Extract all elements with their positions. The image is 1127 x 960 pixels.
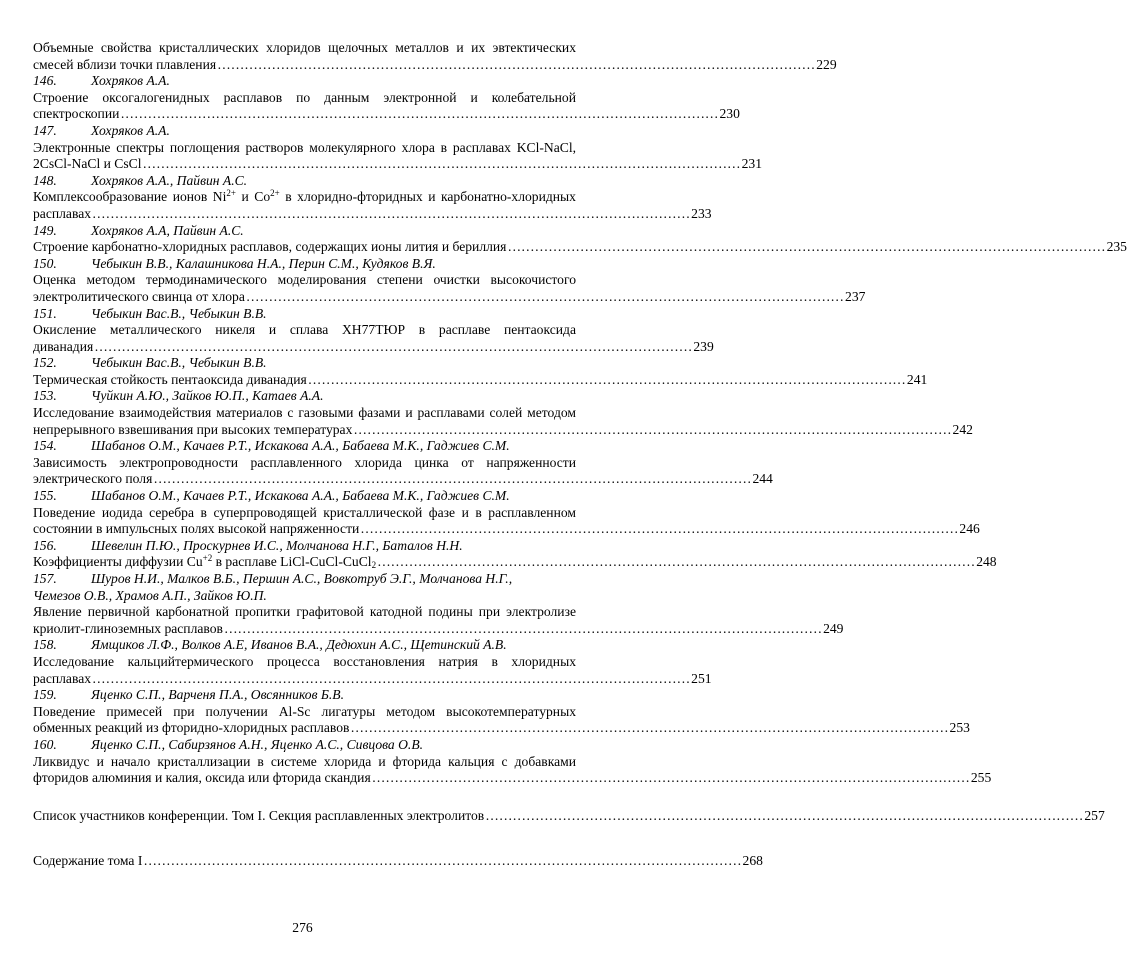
entry-title-end: расплавах <box>33 205 92 221</box>
summary-page: 268 <box>742 853 763 869</box>
entry-title-last-line <box>33 620 844 638</box>
entry-title-end: Термическая стойкость пентаоксида диванадия <box>33 371 307 387</box>
entry-title-last-line <box>33 239 1127 256</box>
entry-title-text: Оценка методом термодинамического моделирования степени очистки высокочистого <box>33 272 576 288</box>
summary-entry <box>33 853 763 870</box>
summary-label: Список участников конференции. Том I. Секция расплавленных электролитов <box>33 807 485 823</box>
entry-number: 156. <box>33 537 57 553</box>
entry-header <box>33 737 576 754</box>
toc-entry <box>33 736 992 787</box>
leader-dots: …………………………………………………………………………………………………………………… <box>350 720 949 736</box>
entry-title-line <box>33 322 576 339</box>
entry-number: 159. <box>33 687 57 703</box>
entry-header <box>33 355 576 372</box>
entry-authors: Шабанов О.М., Качаев Р.Т., Искакова А.А., Бабаева М.К., Гаджиев С.М. <box>91 438 510 454</box>
entry-title-end: обменных реакций из фторидно-хлоридных расплавов <box>33 720 350 736</box>
entry-page: 233 <box>691 205 712 221</box>
entry-title-line <box>33 272 576 289</box>
entry-authors: Чуйкин А.Ю., Зайков Ю.П., Катаев А.А. <box>91 388 324 404</box>
entry-title-line <box>33 40 576 57</box>
entry-page: 231 <box>741 156 763 172</box>
leader-dots: …………………………………………………………………………………………………………………… <box>371 770 970 786</box>
leader-dots: …………………………………………………………………………………………………………………… <box>120 106 719 122</box>
entry-title-text: Строение оксогалогенидных расплавов по данным электронной и колебательной <box>33 89 576 105</box>
entry-title-line <box>33 704 576 721</box>
entry-page: 248 <box>976 554 997 570</box>
entry-authors-cont: Чемезов О.В., Храмов А.П., Зайков Ю.П. <box>33 587 267 603</box>
entry-title-end: расплавах <box>33 670 92 686</box>
entry-authors: Шевелин П.Ю., Проскурнев И.С., Молчанова Н.Г., Баталов Н.Н. <box>91 537 463 553</box>
entry-page: 239 <box>693 338 714 354</box>
entry-title-line <box>33 90 576 107</box>
entry-title-last-line <box>33 156 763 173</box>
entry-title-end: смесей вблизи точки плавления <box>33 56 217 72</box>
leader-dots: …………………………………………………………………………………………………………………… <box>92 670 691 686</box>
summary-line <box>33 853 763 870</box>
entry-page: 251 <box>691 670 712 686</box>
entry-title-last-line <box>33 553 997 571</box>
toc-entry <box>33 488 980 538</box>
entry-page: 229 <box>816 56 837 72</box>
entry-title-text: Исследование взаимодействия материалов с газовыми фазами и расплавами солей методом <box>33 405 576 421</box>
toc-entry <box>33 305 714 356</box>
leader-dots: …………………………………………………………………………………………………………………… <box>92 205 691 221</box>
toc-entry <box>33 537 997 571</box>
toc-entry <box>33 687 970 737</box>
entry-number: 154. <box>33 438 57 454</box>
entry-title-last-line <box>33 521 980 538</box>
entry-authors: Шуров Н.И., Малков В.Б., Першин А.С., Вовкотруб Э.Г., Молчанова Н.Г., <box>91 571 513 586</box>
entry-number: 158. <box>33 637 57 653</box>
entry-page: 244 <box>752 471 773 487</box>
toc-entry <box>33 571 844 637</box>
entry-page: 237 <box>845 288 866 304</box>
entry-title-end: электрического поля <box>33 471 153 487</box>
entry-authors: Хохряков А.А. <box>91 73 170 89</box>
entry-title-text: Поведение примесей при получении Al-Sc лигатуры методом высокотемпературных <box>33 703 576 719</box>
entry-authors: Яценко С.П., Сабирзянов А.Н., Яценко А.С., Сивцова О.В. <box>91 736 424 752</box>
leader-dots: …………………………………………………………………………………………………………………… <box>377 554 976 570</box>
entry-page: 241 <box>906 371 928 387</box>
entry-authors: Чебыкин Вас.В., Чебыкин В.В. <box>91 355 267 371</box>
entry-title-line <box>33 140 576 157</box>
entry-authors: Хохряков А.А., Пайвин А.С. <box>91 172 248 188</box>
entry-title-last-line <box>33 205 712 223</box>
entry-title-last-line <box>33 288 866 306</box>
toc-entry <box>33 40 837 73</box>
toc-entry <box>33 255 866 306</box>
entry-number: 155. <box>33 488 57 504</box>
entry-authors: Чебыкин В.В., Калашникова Н.А., Перин С.М., Кудяков В.Я. <box>91 255 436 271</box>
entry-title-text: Исследование кальцийтермического процесса восстановления натрия в хлоридных <box>33 653 576 669</box>
page-number: 276 <box>292 920 313 935</box>
entry-title-line <box>33 189 576 206</box>
entry-title-line <box>33 654 576 671</box>
entry-title-line <box>33 505 576 522</box>
entry-title-last-line <box>33 371 928 389</box>
entry-header <box>33 687 576 704</box>
entry-number: 160. <box>33 736 57 752</box>
entry-title-text: Электронные спектры поглощения растворов молекулярного хлора в расплавах KCl-NaCl, <box>33 139 576 155</box>
entry-title-end: Строение карбонатно-хлоридных расплавов, содержащих ионы лития и бериллия <box>33 239 507 255</box>
entry-header <box>33 571 576 588</box>
entry-header <box>33 173 576 190</box>
entry-title-last-line <box>33 720 970 737</box>
toc-entry <box>33 73 740 123</box>
entry-header <box>33 637 576 654</box>
entry-title-last-line <box>33 338 714 356</box>
entry-title-line <box>33 405 576 422</box>
entry-header <box>33 256 576 273</box>
toc-entry <box>33 438 773 488</box>
entry-header <box>33 388 576 405</box>
entry-number: 152. <box>33 355 57 371</box>
entry-title-last-line <box>33 56 837 74</box>
entry-title-text: Окисление металлического никеля и сплава ХН77ТЮР в расплаве пентаоксида <box>33 322 576 338</box>
entry-title-last-line <box>33 106 740 123</box>
summary-label: Содержание тома I <box>33 853 143 869</box>
entry-number: 151. <box>33 305 57 321</box>
entry-authors: Яценко С.П., Варченя П.А., Овсянников Б.В. <box>91 687 345 703</box>
leader-dots: …………………………………………………………………………………………………………………… <box>142 156 741 172</box>
entry-title-end: фторидов алюминия и калия, оксида или фторида скандия <box>33 770 371 786</box>
entry-title-last-line <box>33 670 712 688</box>
entry-number: 149. <box>33 222 57 238</box>
leader-dots: …………………………………………………………………………………………………………………… <box>360 521 959 537</box>
toc-entry <box>33 122 763 173</box>
entry-number: 157. <box>33 571 57 586</box>
entry-header <box>33 488 576 505</box>
table-of-contents <box>33 40 1127 870</box>
entry-number: 148. <box>33 172 57 188</box>
entry-title-end: криолит-глиноземных расплавов <box>33 620 223 636</box>
entry-header <box>33 73 576 90</box>
entry-header <box>33 306 576 323</box>
entry-title-line <box>33 754 576 771</box>
leader-dots: …………………………………………………………………………………………………………………… <box>153 471 752 487</box>
entry-title-text: Поведение иодида серебра в суперпроводящей кристаллической фазе и в расплавленном <box>33 504 576 520</box>
summary-page: 257 <box>1084 807 1105 823</box>
toc-entry <box>33 355 928 388</box>
entry-title-text: Зависимость электропроводности расплавленного хлорида цинка от напряженности <box>33 454 576 470</box>
toc-entry <box>33 172 712 223</box>
entry-title-text: Ликвидус и начало кристаллизации в системе хлорида и фторида кальция с добавками <box>33 753 576 769</box>
entry-title-end: спектроскопии <box>33 106 120 122</box>
entry-number: 147. <box>33 122 57 138</box>
entry-title-text: Комплексообразование ионов $Ni^{2+}$ и $Co^{2+}$ в хлоридно-фторидных и карбонатно-хлоридных <box>33 188 576 205</box>
entry-title-line <box>33 604 576 621</box>
entry-page: 242 <box>952 421 973 437</box>
entry-title-end: электролитического свинца от хлора <box>33 288 245 304</box>
entry-title-end: 2CsCl-NaCl и CsCl <box>33 156 142 172</box>
entry-title-end: непрерывного взвешивания при высоких температурах <box>33 421 353 437</box>
leader-dots: …………………………………………………………………………………………………………………… <box>94 338 693 354</box>
entry-page: 235 <box>1106 239 1127 255</box>
entry-authors: Ямщиков Л.Ф., Волков А.Е, Иванов В.А., Дедюхин А.С., Щетинский А.В. <box>91 637 507 653</box>
toc-entry <box>33 388 973 438</box>
entry-title-last-line <box>33 770 992 787</box>
toc-entry <box>33 222 1127 256</box>
entry-authors: Хохряков А.А. <box>91 122 170 138</box>
entry-authors: Хохряков А.А, Пайвин А.С. <box>91 222 244 238</box>
leader-dots: …………………………………………………………………………………………………………………… <box>143 853 742 869</box>
leader-dots: …………………………………………………………………………………………………………………… <box>507 239 1106 255</box>
entry-authors: Шабанов О.М., Качаев Р.Т., Искакова А.А., Бабаева М.К., Гаджиев С.М. <box>91 488 510 504</box>
entry-number: 146. <box>33 73 57 89</box>
summary-entry <box>33 807 1105 825</box>
leader-dots: …………………………………………………………………………………………………………………… <box>223 620 823 636</box>
leader-dots: …………………………………………………………………………………………………………………… <box>485 807 1084 823</box>
toc-entry <box>33 637 712 687</box>
entry-header <box>33 123 576 140</box>
entry-page: 253 <box>949 720 970 736</box>
entry-number: 153. <box>33 388 57 404</box>
entry-header <box>33 223 576 240</box>
leader-dots: …………………………………………………………………………………………………………………… <box>307 371 906 387</box>
entry-header <box>33 438 576 455</box>
entry-page: 249 <box>823 620 844 636</box>
entry-page: 230 <box>719 106 740 122</box>
entry-number: 150. <box>33 255 57 271</box>
entry-title-line <box>33 455 576 472</box>
entry-page: 246 <box>959 521 980 537</box>
entry-title-end: Коэффициенты диффузии $Cu^{+2}$ в расплаве LiCl-CuCl-CuCl$_2$ <box>33 553 377 571</box>
entry-title-last-line <box>33 471 773 488</box>
entry-page: 255 <box>970 770 992 786</box>
entry-title-text: Явление первичной карбонатной пропитки графитовой катодной подины при электролизе <box>33 604 576 620</box>
entry-authors: Чебыкин Вас.В., Чебыкин В.В. <box>91 305 267 321</box>
entry-title-text: Объемные свойства кристаллических хлоридов щелочных металлов и их эвтектических <box>33 40 576 55</box>
leader-dots: …………………………………………………………………………………………………………………… <box>245 288 845 304</box>
summary-line <box>33 807 1105 825</box>
entry-header <box>33 538 576 555</box>
leader-dots: …………………………………………………………………………………………………………………… <box>217 56 816 72</box>
leader-dots: …………………………………………………………………………………………………………………… <box>353 421 952 437</box>
entry-title-end: диванадия <box>33 338 94 354</box>
entry-title-last-line <box>33 421 973 439</box>
entry-title-end: состоянии в импульсных полях высокой напряженности <box>33 521 360 537</box>
